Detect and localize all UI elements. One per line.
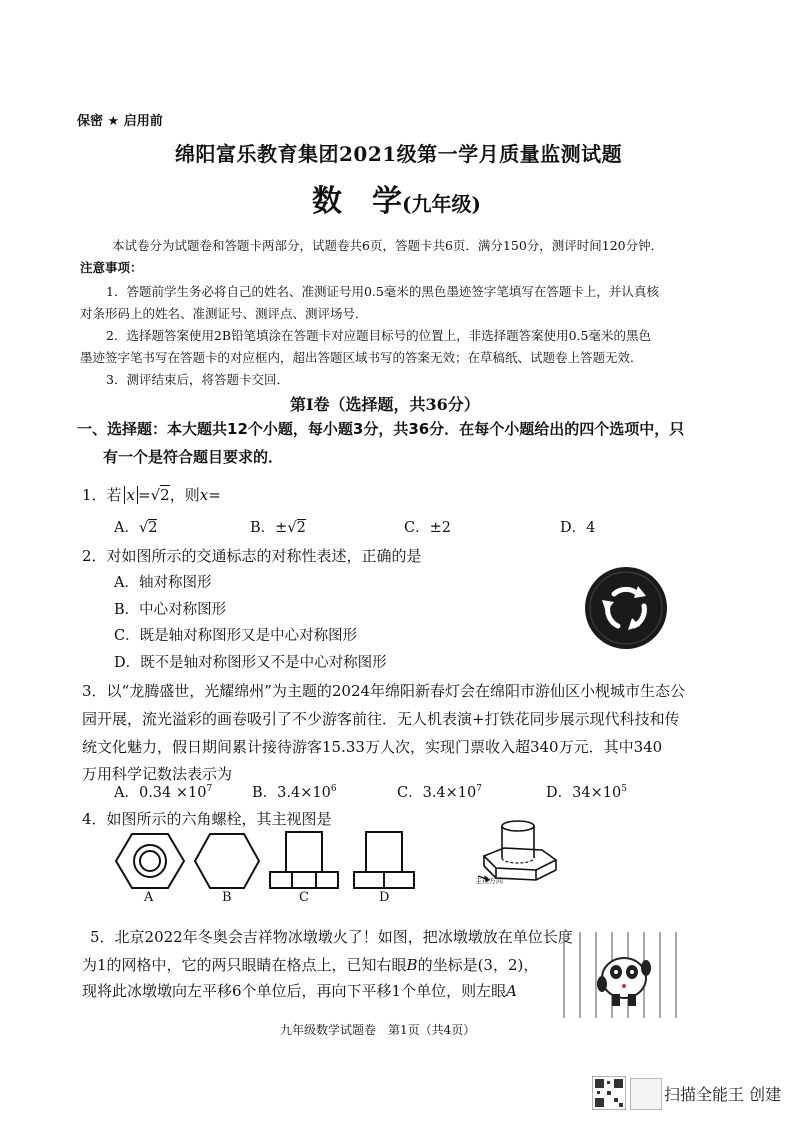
roundabout-sign-icon	[584, 566, 668, 650]
q4-label-a: A	[144, 890, 154, 905]
q1-abs-x: x	[126, 486, 136, 504]
q3-option-b[interactable]	[252, 781, 337, 802]
q5-line-2	[82, 954, 538, 975]
view-direction-label: 主视方向	[475, 877, 503, 885]
sqrt-sign: √	[138, 520, 149, 536]
q5-line-1: 5．北京2022年冬奥会吉祥物冰墩墩火了！如图，把冰墩墩放在单位长度	[90, 928, 573, 946]
q1-eq-end: =	[208, 486, 221, 504]
q3-opt-b-exp: 6	[330, 784, 337, 795]
q3-option-d[interactable]	[546, 781, 627, 802]
scanner-watermark: 扫描全能王 创建	[664, 1085, 782, 1104]
q3-opt-a-base: A．0.34 ×10	[114, 785, 207, 801]
q3-opt-b-base: B．3.4×10	[252, 785, 331, 801]
q3-opt-c-exp: 7	[476, 784, 482, 795]
q3-option-c[interactable]	[397, 781, 482, 802]
notice-1b: 对条形码上的姓名、准测证号、测评点、测评场号．	[80, 306, 368, 321]
page-footer: 九年级数学试题卷 第1页（共4页）	[280, 1023, 476, 1037]
q3-line-1: 3．以“龙腾盛世，光耀绵州”为主题的2024年绵阳新春灯会在绵阳市游仙区小枧城市生态公	[82, 682, 686, 700]
q2-option-c[interactable]: C．既是轴对称图形又是中心对称图形	[114, 628, 358, 644]
q1-option-d[interactable]: D．4	[560, 520, 596, 536]
q3-opt-a-exp: 7	[206, 784, 213, 795]
q3-opt-d-exp: 5	[621, 784, 627, 795]
q1-opt-b-label: B．±	[250, 520, 288, 536]
q1-opt-b-arg: 2	[296, 520, 306, 536]
q4-label-d: D	[379, 890, 390, 905]
q2-stem: 2．对如图所示的交通标志的对称性表述，正确的是	[82, 547, 422, 565]
q3-line-4: 万用科学记数法表示为	[82, 765, 233, 783]
q3-opt-c-base: C．3.4×10	[397, 785, 477, 801]
q5-line-2-post: 的坐标是(3，2)，	[417, 956, 539, 974]
notice-3: 3．测评结束后，将答题卡交回．	[106, 372, 289, 387]
q4-stem: 4．如图所示的六角螺栓，其主视图是	[82, 810, 332, 828]
q3-line-2: 园开展，流光溢彩的画卷吸引了不少游客前往．无人机表演+打铁花同步展示现代科技和传	[82, 710, 680, 728]
q5-line-3	[82, 980, 517, 1001]
notice-title: 注意事项：	[80, 260, 143, 275]
q3-option-a[interactable]	[114, 781, 212, 802]
q4-option-b-figure[interactable]	[193, 832, 261, 890]
q3-line-3: 统文化魅力，假日期间累计接待游客15.33万人次，实现门票收入超340万元．其中340	[82, 738, 663, 756]
q2-option-a[interactable]: A．轴对称图形	[114, 575, 212, 591]
q5-point-b: B	[406, 956, 418, 974]
section-intro-a: 一、选择题：本大题共12个小题，每小题3分，共36分．在每个小题给出的四个选项中，只	[77, 420, 685, 438]
notice-1a: 1．答题前学生务必将自己的姓名、准测证号用0.5毫米的黑色墨迹签字笔填写在答题卡上，并认真核	[106, 284, 659, 299]
subject-name: 数 学	[312, 184, 402, 219]
q1-eq: =	[138, 486, 151, 504]
q4-option-c-figure[interactable]	[268, 830, 340, 890]
q1-option-c[interactable]: C．±2	[404, 520, 451, 536]
subject-heading	[312, 176, 481, 220]
section-intro-b: 有一个是符合题目要求的．	[103, 448, 284, 466]
q1-stem-post: ，则	[169, 486, 200, 504]
grade-label: (九年级)	[402, 192, 481, 216]
q5-point-a: A	[506, 982, 517, 1000]
q1-opt-a-arg: 2	[148, 520, 158, 536]
notice-2b: 墨迹签字笔书写在答题卡的对应框内，超出答题区域书写的答案无效；在草稿纸、试题卷上答题无效．	[80, 350, 643, 365]
q4-label-b: B	[222, 890, 232, 905]
q1-option-b[interactable]	[250, 516, 306, 537]
q4-option-a-figure[interactable]	[114, 832, 186, 890]
exam-title: 绵阳富乐教育集团2021级第一学月质量监测试题	[175, 142, 623, 166]
q1-opt-a-label: A．	[114, 520, 139, 536]
intro-line: 本试卷分为试题卷和答题卡两部分，试题卷共6页，答题卡共6页．满分150分，测评时间120分钟．	[112, 238, 664, 253]
section-title: 第Ⅰ卷（选择题，共36分）	[290, 395, 480, 414]
q1-sqrt-arg: 2	[160, 486, 170, 504]
q1-option-a[interactable]	[114, 516, 157, 537]
q3-opt-d-base: D．34×10	[546, 785, 622, 801]
q4-label-c: C	[299, 890, 309, 905]
q4-option-d-figure[interactable]	[352, 830, 416, 890]
mascot-grid-figure	[562, 928, 690, 1020]
q1-stem	[82, 484, 221, 505]
q5-line-2-pre: 为1的网格中，它的两只眼睛在格点上，已知右眼	[82, 956, 407, 974]
q1-var: x	[199, 486, 209, 504]
q1-stem-pre: 1．若	[82, 486, 122, 504]
q5-line-3-pre: 现将此冰墩墩向左平移6个单位后，再向下平移1个单位，则左眼	[82, 982, 507, 1000]
sqrt-sign: √	[287, 520, 297, 536]
q2-option-d[interactable]: D．既不是轴对称图形又不是中心对称图形	[114, 655, 387, 671]
scanner-logo-icon	[630, 1078, 662, 1110]
confidential-label: 保密 ★ 启用前	[77, 114, 163, 129]
sqrt-sign: √	[150, 486, 161, 504]
qr-code-icon	[592, 1076, 626, 1110]
q2-option-b[interactable]: B．中心对称图形	[114, 602, 227, 618]
notice-2a: 2．选择题答案使用2B铅笔填涂在答题卡对应题目标号的位置上，非选择题答案使用0.5毫米的黑色	[106, 328, 651, 343]
